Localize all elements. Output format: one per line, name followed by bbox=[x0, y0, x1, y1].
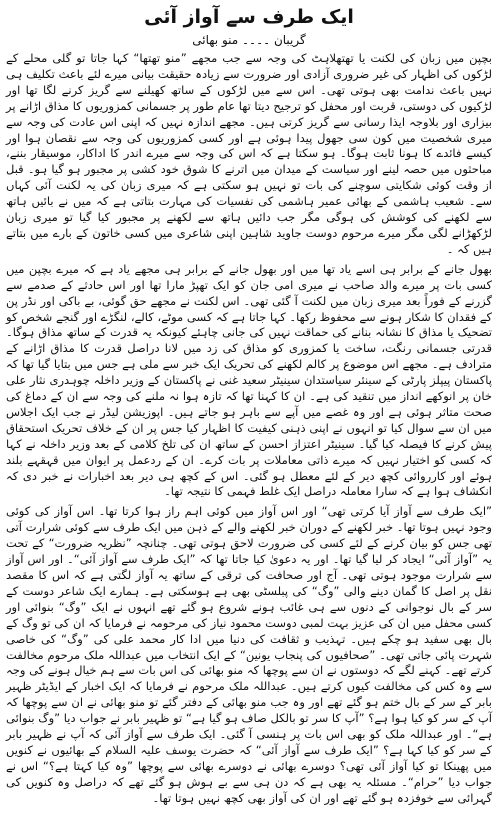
paragraph-2: بھول جانے کے برابر ہی اسے یاد تھا میں اور بھول جانے کے برابر ہی مجھے یاد ہے کہ میرے بچپن میں کسی بات پر میرے والد صاحب نے میری امی جان کو ایک تھپڑ مارا تھا اور اس حادثے کے صدمے سے گزرنے کے فوراً بعد میری زبان میں لکنت آ گئی تھی۔ اس لکنت نے مجھے حق گوئی، بے باکی اور نڈر پن کے فقدان کا شکار ہونے سے محفوظ رکھا۔ کہا جاتا ہے کہ کسی موٹے، کالے، لنگڑے اور گنجے شخص کو تضحیک یا مذاق کا نشانہ بنانے کی حماقت نہیں کی جانی چاہئے کیونکہ یہ قدرت کے ساتھ مذاق ہوگا۔ قدرتی جسمانی رنگت، ساخت یا کمزوری کو مذاق کی زد میں لانا دراصل قدرت کا مذاق اڑانے کے مترادف ہے۔ مجھے اس موضوع پر کالم لکھنے کی تحریک ایک خبر سے ملی ہے جس میں بتایا گیا تھا کہ پاکستان پیپلز پارٹی کے سینئر سیاستدان سینیٹر سعید غنی نے پاکستان کے وزیر داخلہ چوہدری نثار علی خان پر انوکھے انداز میں تنقید کی ہے۔ ان کا کہنا تھا کہ تازہ ہوا نہ ملنے کی وجہ سے ان کے دماغ کی صحت متاثر ہوئی ہے اور وہ غصے میں آپے سے باہر ہو جاتے ہیں۔ اپوزیشن لیڈر نے جب ایک اجلاس میں ان سے سوال کیا تو انہوں نے اپنی ذہنی کیفیت کا اظہار کیا جس پر ان کے خلاف تحریک استحقاق پیش کرنے کا فیصلہ کیا گیا۔ سینیٹر اعتزاز احسن کے ساتھ ان کی تلخ کلامی کے بعد وزیر داخلہ نے کہا کہ کسی کو اختیار نہیں کہ میرے ذاتی معاملات پر بات کرے۔ ان کے ردعمل پر ایوان میں قہقہے بلند ہوئے اور کارروائی کچھ دیر کے لئے معطل ہو گئی۔ اس کے کچھ ہی دیر بعد اخبارات نے خبر دی کہ انکشاف ہوا ہے کہ سارا معاملہ دراصل ایک غلط فہمی کا نتیجہ تھا۔ bbox=[6, 261, 492, 499]
paragraph-1: بچپن میں زبان کی لکنت یا تھتھلاہٹ کی وجہ سے جب مجھے ”منو تھتھا“ کہا جاتا تو گلی محلے کے لڑکوں کی اظہار کی غیر ضروری آزادی اور ضرورت سے زیادہ حقیقت بیانی میرے لئے باعث تکلیف ہی نہیں باعث ندامت بھی ہوتی تھی۔ اس سے میں لڑکوں کے ساتھ کھیلنے سے گریز کرنے لگا تھا اور لڑکیوں کی دوستی، قربت اور محفل کو ترجیح دیتا تھا عام طور پر جسمانی کمزوریوں کا مذاق اڑانے پر بیزاری اور بلاوجہ ایذا رسانی سے گریز کرتی ہیں۔ مجھے اندازہ نہیں کہ اپنی اس عادت کی وجہ سے میری شخصیت میں کون سی جھول پیدا ہوئی ہے اور کسی کمزوریوں کی وجہ سے نقصان ہوا اور کیسے فائدے کا ہونا ثابت ہوگا۔ ہو سکتا ہے کہ اس کی وجہ سے میرے اندر کا اداکار، موسیقار بننے، مباحثوں میں حصہ لینے اور سیاست کے میدان میں اترنے کا شوق خود کشی پر مجبور ہو گیا ہو۔ قبل از وقت کوئی شکایتی سوچنے کی بات تو نہیں ہو سکتی ہے کہ میری زبان کی یہ لکنت آئی کہاں سے۔ شعیب ہاشمی کے بھائی عمیر ہاشمی کی نفسیات کی مہارت بتاتی ہے کہ میں نے بائیں ہاتھ سے لکھنے کی کوشش کی ہوگی مگر جب دائیں ہاتھ سے لکھنے پر مجبور کیا گیا تو میری زبان لڑکھڑانے لگی مگر میرے مرحوم دوست جاوید شاہین اپنی شاعری میں کسی خاتون کے بارے میں بتاتے ہیں کہ ۔ bbox=[6, 51, 492, 256]
column-body bbox=[6, 51, 492, 807]
paragraph-3: ”ایک طرف سے آواز آیا کرتی تھی“ اور اس آواز میں کوئی اہم راز ہوا کرتا تھا۔ اس آواز کی کوئی وجود نہیں ہوتا تھا۔ خبر لکھنے کے دوران خبر لکھنے والے کے ذہن میں ایک طرف سے کوئی شرارت آتی تھی جس کو بیان کرنے کے لئے کسی کی ضرورت لاحق ہوتی تھی۔ چنانچہ ”نظریہ ضرورت“ کے تحت یہ ”آواز آئی“ ایجاد کر لیا گیا تھا۔ اور یہ دعویٰ کیا جاتا تھا کہ ”ایک طرف سے آواز آئی“۔ اور اس آواز سے شرارت موجود ہوتی تھی۔ آج اور صحافت کی ترقی کے ساتھ یہ آواز لگتی ہے کہ اس کا مقصد نقل پر اصل کا گمان دینے والی ”وگ“ کی پبلسٹی بھی ہے ہوسکتی ہے۔ ہمارے ایک شاعر دوست کے سر کے بال نوجوانی کے دنوں سے ہی غائب ہونے شروع ہو گئے تھے انہوں نے ایک ”وگ“ بنوائی اور کسی محفل میں ان کی عزیز بہت لمبی دوست محمود نیاز کی مرحومہ نے فرمایا کہ ان کی تو وگ کے بال بھی سفید ہو چکے ہیں۔ تہذیب و ثقافت کی دنیا میں ادا کار محمد علی کی ”وگ“ کی خاصی شہرت پائی جاتی تھی۔ ”صحافیوں کی پنجاب یونین“ کے ایک انتخاب میں عبداللہ ملک مرحوم مخالفت کرتے تھے۔ کہنے لگے کہ دوستوں نے ان سے پوچھا کہ منو بھائی کی اس بات سے ہم خیال ہونے کی وجہ سے وہ کس کی مخالفت کیوں کرتے ہیں۔ عبداللہ ملک مرحوم نے فرمایا کہ ایک اخبار کے ایڈیٹر ظہیر بابر کے سر کے بال ختم ہو گئے تھے اور وہ جب منو بھائی کے دفتر گئے تو منو بھائی نے ان سے پوچھا کہ آپ کے سر کو کیا ہوا ہے؟ ”آپ کا سر تو بالکل صاف ہو گیا ہے“ تو ظہیر بابر نے جواب دیا ”وگ بنوائی ہے“۔ اور عبداللہ ملک کو بھی اس بات پر ہنسی آ گئی۔ ایک طرف سے آواز آئی کہ آپ نے ظہیر بابر کے سر کو کیا کہا ہے؟ ”ایک طرف سے آواز آئی“ کہ حضرت یوسف علیہ السلام کے بھائیوں نے کنویں میں پھینکا تو کیا آواز آئی تھی؟ دوسرے بھائی نے دوسرے بھائی سے پوچھا ”وہ کیا کہتا ہے؟“ اس نے جواب دیا ”حرام“۔ مسئلہ یہ بھی ہے کہ دن ہی سے بے ہوش ہو گئے تھے کہ دراصل وہ کنویں کی گہرائی سے خوفزدہ ہو گئے تھے اور ان کی آواز بھی کچھ نہیں ہوتا تھا۔ bbox=[6, 504, 492, 805]
column-byline: گریبان ۔۔۔۔ منو بھائی bbox=[192, 33, 306, 47]
column-headline: ایک طرف سے آواز آئی bbox=[144, 6, 354, 28]
